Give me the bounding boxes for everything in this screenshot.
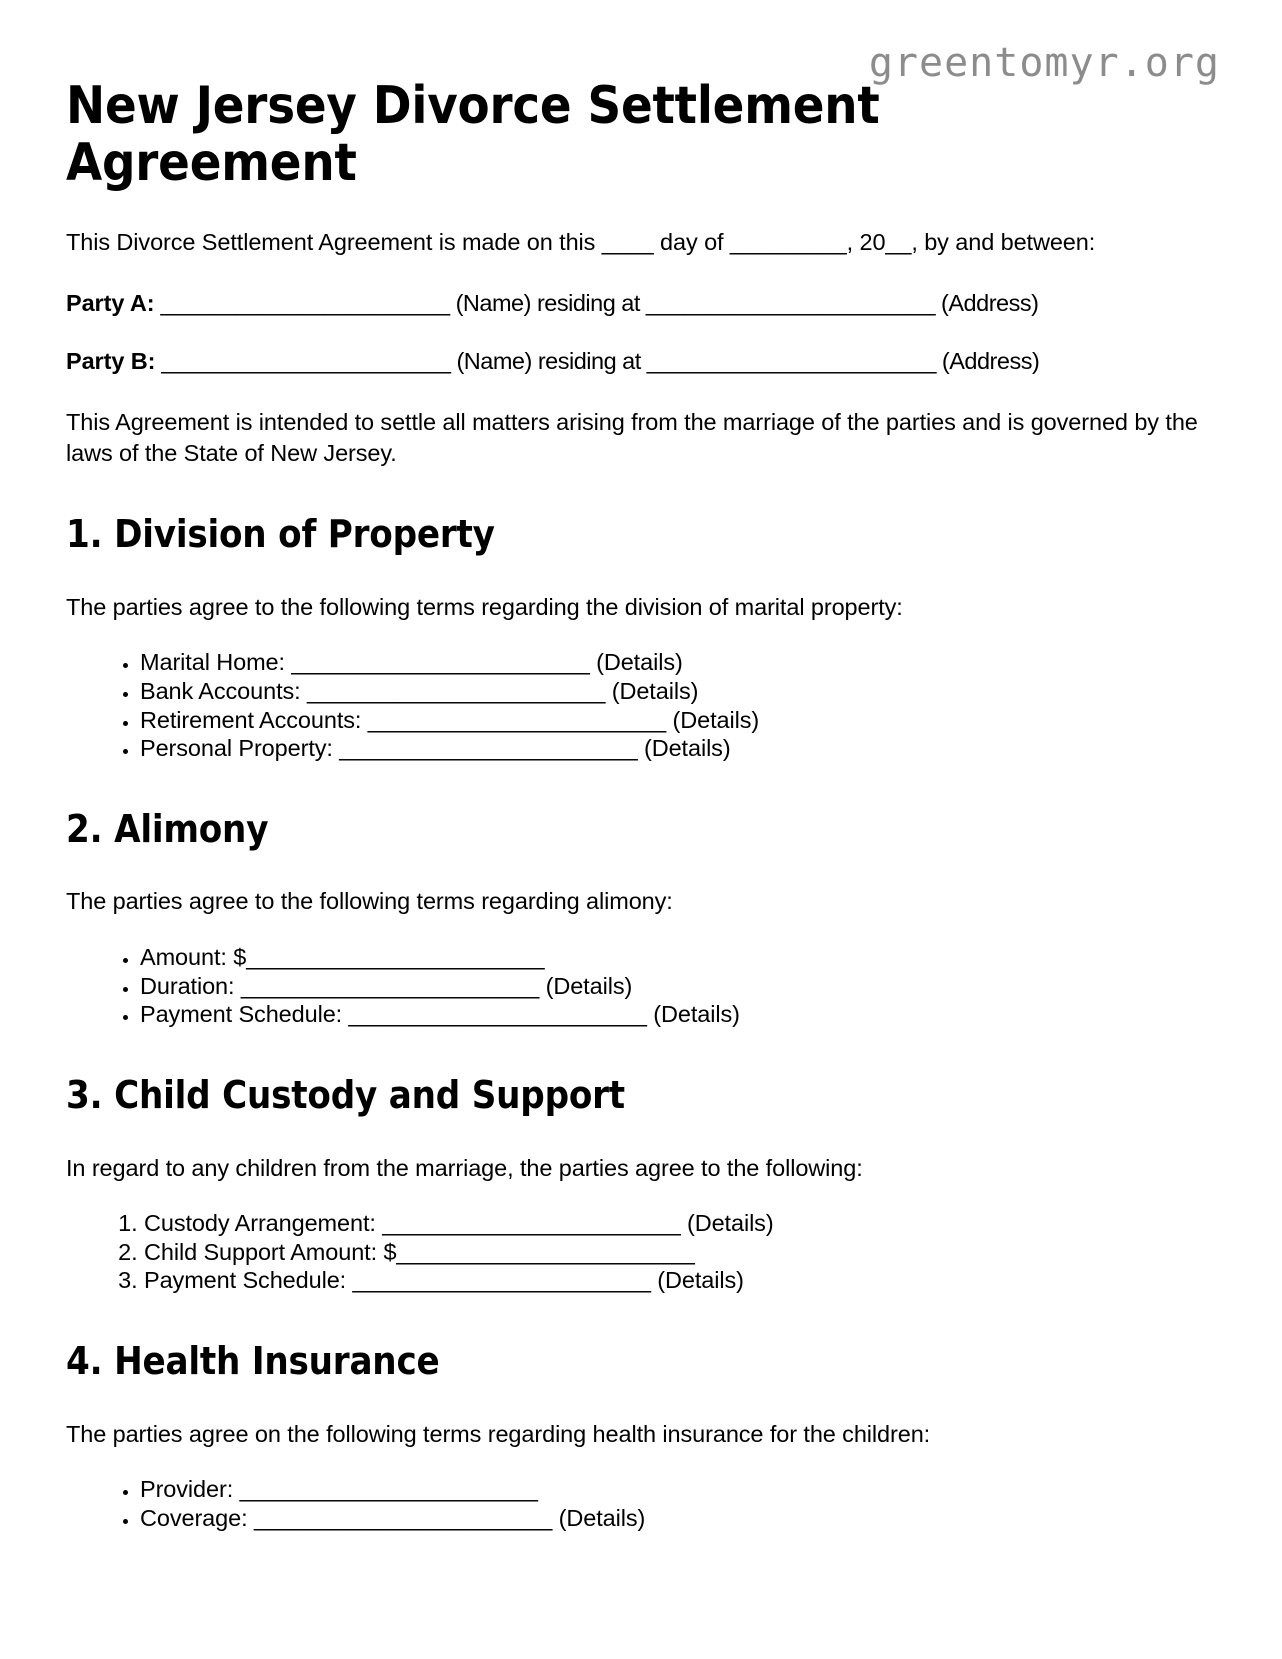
agreement-date-line: This Divorce Settlement Agreement is made on this ____ day of _________, 20__, by and between: xyxy=(66,229,1096,256)
list-item: • Amount: $_______________________ xyxy=(140,943,1216,972)
section-lead-health-insurance: The parties agree on the following terms regarding health insurance for the children: xyxy=(66,1420,931,1447)
list-alimony xyxy=(66,943,1216,1029)
spacer xyxy=(66,1119,1216,1153)
list-health-insurance xyxy=(66,1475,1216,1532)
list-item: • Duration: _______________________ (Details) xyxy=(140,972,1216,1001)
section-lead-alimony: The parties agree to the following terms regarding alimony: xyxy=(66,888,673,915)
spacer xyxy=(66,1295,1216,1339)
spacer xyxy=(66,622,1216,648)
list-division-of-property xyxy=(66,648,1216,763)
spacer xyxy=(66,1183,1216,1209)
list-item: 3. Payment Schedule: _______________________ (Details) xyxy=(144,1266,1216,1295)
list-item: • Retirement Accounts: _______________________ (Details) xyxy=(140,706,1216,735)
list-item: • Coverage: _______________________ (Details) xyxy=(140,1504,1216,1533)
section-lead-child-custody-and-support: In regard to any children from the marriage, the parties agree to the following: xyxy=(66,1154,863,1181)
spacer xyxy=(66,1029,1216,1073)
spacer xyxy=(66,1449,1216,1475)
list-item: • Personal Property: _______________________ (Details) xyxy=(140,734,1216,763)
party-b-line xyxy=(66,346,1216,377)
spacer xyxy=(66,917,1216,943)
party-a-label: Party A: xyxy=(66,289,155,316)
section-heading-division-of-property: 1. Division of Property xyxy=(66,512,495,557)
spacer xyxy=(66,468,1216,512)
spacer xyxy=(66,1385,1216,1419)
section-heading-health-insurance: 4. Health Insurance xyxy=(66,1339,440,1384)
governing-law-paragraph: This Agreement is intended to settle all matters arising from the marriage of the parties and is governed by the laws of the State of New Jersey. xyxy=(66,408,1198,466)
spacer xyxy=(66,763,1216,807)
party-a-fields: _______________________ (Name) residing at _______________________ (Address) xyxy=(154,289,1039,316)
spacer xyxy=(66,191,1216,227)
spacer xyxy=(66,377,1216,407)
party-b-fields: _______________________ (Name) residing at _______________________ (Address) xyxy=(155,348,1040,375)
page-title: New Jersey Divorce Settlement Agreement xyxy=(66,76,880,193)
section-lead-division-of-property: The parties agree to the following terms regarding the division of marital property: xyxy=(66,593,903,620)
list-item: • Provider: _______________________ xyxy=(140,1475,1216,1504)
party-b-label: Party B: xyxy=(66,348,156,375)
spacer xyxy=(66,318,1216,346)
spacer xyxy=(66,852,1216,886)
spacer xyxy=(66,558,1216,592)
list-item: 1. Custody Arrangement: _______________________ (Details) xyxy=(144,1209,1216,1238)
spacer xyxy=(66,258,1216,288)
list-item: 2. Child Support Amount: $_______________________ xyxy=(144,1238,1216,1267)
list-item: • Bank Accounts: _______________________ (Details) xyxy=(140,677,1216,706)
site-watermark: greentomyr.org xyxy=(868,40,1220,86)
list-item: • Payment Schedule: _______________________ (Details) xyxy=(140,1000,1216,1029)
section-heading-alimony: 2. Alimony xyxy=(66,806,269,851)
section-heading-child-custody-and-support: 3. Child Custody and Support xyxy=(66,1072,625,1117)
list-child-custody-and-support xyxy=(66,1209,1216,1295)
list-item: • Marital Home: _______________________ (Details) xyxy=(140,648,1216,677)
party-a-line xyxy=(66,288,1216,319)
